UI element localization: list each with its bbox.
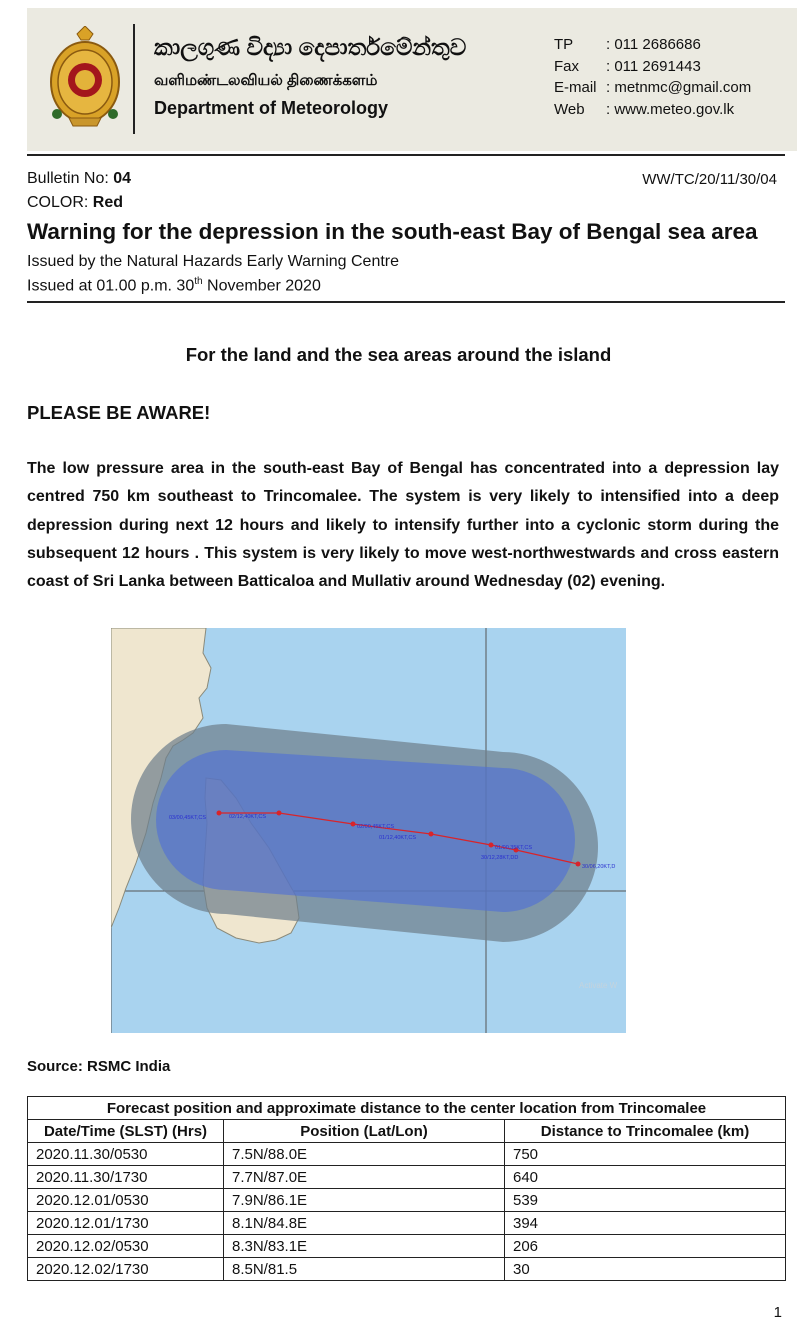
cyclone-track-map <box>111 628 626 1033</box>
source-credit: Source: RSMC India <box>27 1058 171 1075</box>
page-number: 1 <box>773 1304 782 1321</box>
bulletin-reference: WW/TC/20/11/30/04 <box>642 171 777 188</box>
sri-lanka-emblem-icon <box>47 26 123 130</box>
table-cell: 2020.12.02/1730 <box>28 1258 224 1281</box>
track-label: 30/12,28KT,DD <box>481 855 519 861</box>
department-name-tamil: வளிமண்டலவியல் திணைக்களம் <box>154 72 378 89</box>
department-name-sinhala: කාලගුණ විද්‍යා දෙපාර්තමේන්තුව <box>154 34 467 60</box>
contact-email: E-mail : metnmc@gmail.com <box>554 79 752 96</box>
table-header-row <box>28 1120 786 1143</box>
table-cell: 2020.11.30/0530 <box>28 1143 224 1166</box>
warning-title: Warning for the depression in the south-east Bay of Bengal sea area <box>27 219 758 244</box>
department-name-english: Department of Meteorology <box>154 98 389 118</box>
table-cell: 2020.12.02/0530 <box>28 1235 224 1258</box>
table-row <box>28 1189 786 1212</box>
table-cell: 394 <box>505 1212 786 1235</box>
track-point <box>351 822 356 827</box>
alert-heading: PLEASE BE AWARE! <box>27 402 211 423</box>
table-cell: 7.5N/88.0E <box>224 1143 505 1166</box>
divider-middle <box>27 301 785 303</box>
contact-web: Web : www.meteo.gov.lk <box>554 100 735 118</box>
warning-paragraph: The low pressure area in the south-east Bay of Bengal has concentrated into a depression lay centred 750 km southeast to Trincomalee. The system is very likely to intensified into a deep depression during next 12 hours and likely to intensify further into a cyclonic storm during the subsequent 12 hours . This system is very likely to move west-northwestwards and cross eastern coast of Sri Lanka between Batticaloa and Mullativ around Wednesday (02) evening. <box>27 460 779 591</box>
bulletin-color: COLOR: Red <box>27 194 124 211</box>
track-label: 02/12,40KT,CS <box>229 814 266 820</box>
table-cell: 750 <box>505 1143 786 1166</box>
table-row <box>28 1212 786 1235</box>
issued-at: Issued at 01.00 p.m. 30th November 2020 <box>27 276 321 295</box>
table-cell: 8.3N/83.1E <box>224 1235 505 1258</box>
column-header: Position (Lat/Lon) <box>224 1120 505 1143</box>
contact-block <box>554 34 751 120</box>
contact-fax: Fax : 011 2691443 <box>554 57 701 75</box>
table-cell: 7.7N/87.0E <box>224 1166 505 1189</box>
column-header: Date/Time (SLST) (Hrs) <box>28 1120 224 1143</box>
table-cell: 8.5N/81.5 <box>224 1258 505 1281</box>
table-caption: Forecast position and approximate distance to the center location from Trincomalee <box>28 1097 786 1120</box>
bulletin-number: Bulletin No: 04 <box>27 170 132 187</box>
track-point <box>429 832 434 837</box>
table-row <box>28 1143 786 1166</box>
table-row <box>28 1235 786 1258</box>
track-point <box>217 811 222 816</box>
table-cell: 30 <box>505 1258 786 1281</box>
uncertainty-cone-inner <box>156 750 575 912</box>
track-point <box>489 843 494 848</box>
issued-by: Issued by the Natural Hazards Early Warning Centre <box>27 253 400 270</box>
table-row <box>28 1166 786 1189</box>
forecast-table <box>27 1096 786 1281</box>
letterhead <box>27 8 797 151</box>
header-divider <box>133 24 135 134</box>
contact-tp: TP : 011 2686686 <box>554 36 701 53</box>
track-point <box>277 811 282 816</box>
column-header: Distance to Trincomalee (km) <box>505 1120 786 1143</box>
track-point <box>576 862 581 867</box>
map-watermark: Activate W <box>579 981 618 990</box>
section-heading: For the land and the sea areas around the island <box>185 344 612 365</box>
track-label: 01/00,35KT,CS <box>495 845 532 851</box>
table-cell: 640 <box>505 1166 786 1189</box>
table-cell: 2020.12.01/0530 <box>28 1189 224 1212</box>
track-label: 03/00,45KT,CS <box>169 815 206 821</box>
table-row <box>28 1258 786 1281</box>
table-cell: 2020.11.30/1730 <box>28 1166 224 1189</box>
table-cell: 539 <box>505 1189 786 1212</box>
track-label: 01/12,40KT,CS <box>379 835 416 841</box>
table-cell: 7.9N/86.1E <box>224 1189 505 1212</box>
table-cell: 2020.12.01/1730 <box>28 1212 224 1235</box>
divider-top <box>27 154 785 156</box>
table-cell: 206 <box>505 1235 786 1258</box>
table-caption-row <box>28 1097 786 1120</box>
table-cell: 8.1N/84.8E <box>224 1212 505 1235</box>
track-label: 02/00,45KT,CS <box>357 824 394 830</box>
track-label: 30/06,20KT,D <box>582 864 616 870</box>
